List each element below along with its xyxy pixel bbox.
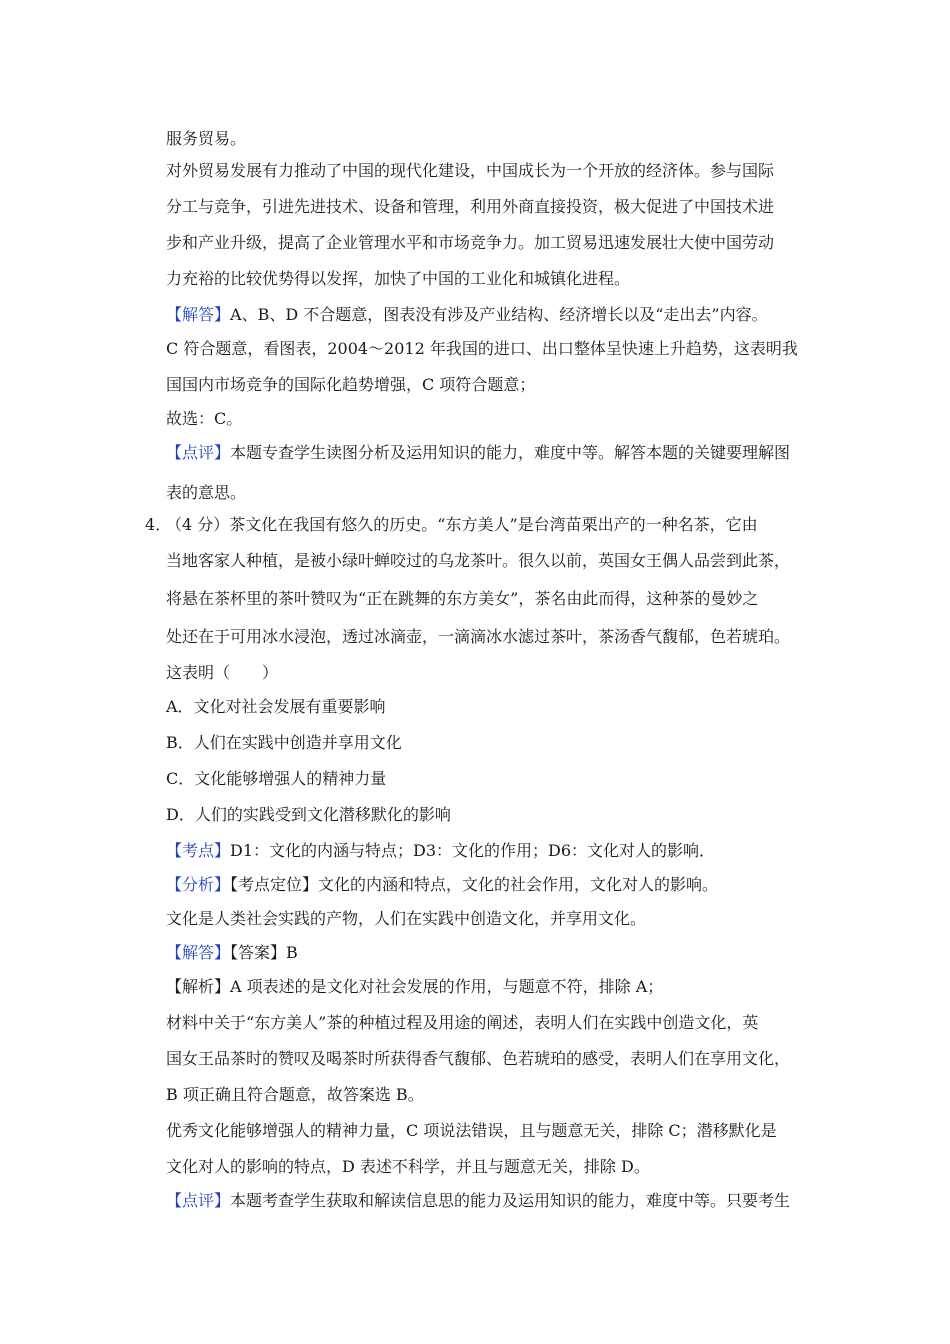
option-a: A．文化对社会发展有重要影响: [166, 697, 386, 716]
fenxi-tag: 【分析】: [166, 875, 231, 894]
jiexi-line: 【解析】A 项表述的是文化对社会发展的作用，与题意不符，排除 A；: [166, 977, 664, 996]
review-line: 表的意思。: [166, 483, 247, 502]
fenxi-line: 文化是人类社会实践的产物，人们在实践中创造文化，并享用文化。: [166, 909, 647, 928]
jiexi-line: B 项正确且符合题意，故答案选 B。: [166, 1085, 424, 1104]
jiexi-line: 文化对人的影响的特点，D 表述不科学，并且与题意无关，排除 D。: [166, 1157, 650, 1176]
question-stem-line: 这表明（ ）: [166, 663, 279, 682]
jiexi-line: 材料中关于“东方美人”茶的种植过程及用途的阐述，表明人们在实践中创造文化，英: [166, 1013, 759, 1032]
jieda-line: [166, 942, 298, 964]
analysis-line: 力充裕的比较优势得以发挥，加快了中国的工业化和城镇化进程。: [166, 269, 631, 288]
dianping-text: 本题考查学生获取和解读信息思的能力及运用知识的能力，难度中等。只要考生: [230, 1191, 791, 1210]
jiexi-line: 国女王品茶时的赞叹及喝茶时所获得香气馥郁、色若琥珀的感受，表明人们在享用文化，: [166, 1049, 791, 1068]
kaodian-line: [166, 840, 715, 862]
review-text: 本题专查学生读图分析及运用知识的能力，难度中等。解答本题的关键要理解图: [230, 443, 791, 462]
answer-line: [166, 304, 768, 326]
option-c: C．文化能够增强人的精神力量: [166, 769, 387, 788]
question-number: 4．: [145, 515, 172, 534]
review-tag: 【点评】: [166, 443, 231, 462]
analysis-line: 分工与竞争，引进先进技术、设备和管理，利用外商直接投资，极大促进了中国技术进: [166, 197, 775, 216]
jieda-answer: 【答案】B: [230, 943, 298, 962]
answer-line: 故选：C。: [166, 409, 243, 428]
answer-line: C 符合题意，看图表，2004～2012 年我国的进口、出口整体呈快速上升趋势，这表明我: [166, 339, 798, 358]
kaodian-text: D1：文化的内涵与特点；D3：文化的作用；D6：文化对人的影响．: [230, 841, 716, 860]
analysis-line: 对外贸易发展有力推动了中国的现代化建设，中国成长为一个开放的经济体。参与国际: [166, 161, 775, 180]
question-stem-line: 当地客家人种植，是被小绿叶蝉咬过的乌龙茶叶。很久以前，英国女王偶人品尝到此茶，: [166, 551, 791, 570]
answer-tag: 【解答】: [166, 305, 231, 324]
analysis-line: 步和产业升级，提高了企业管理水平和市场竞争力。加工贸易迅速发展壮大使中国劳动: [166, 233, 775, 252]
question-stem-line: （4 分）茶文化在我国有悠久的历史。“东方美人”是台湾苗栗出产的一种名茶，它由: [166, 515, 758, 534]
option-d: D．人们的实践受到文化潜移默化的影响: [166, 805, 451, 824]
jiexi-line: 优秀文化能够增强人的精神力量，C 项说法错误，且与题意无关，排除 C；潜移默化是: [166, 1121, 777, 1140]
dianping-tag: 【点评】: [166, 1191, 231, 1210]
fenxi-line: [166, 874, 718, 896]
fenxi-text: 【考点定位】文化的内涵和特点，文化的社会作用，文化对人的影响。: [230, 875, 719, 894]
answer-line: 国国内市场竞争的国际化趋势增强，C 项符合题意；: [166, 375, 536, 394]
kaodian-tag: 【考点】: [166, 841, 231, 860]
option-b: B．人们在实践中创造并享用文化: [166, 733, 402, 752]
question-stem-line: 处还在于可用冰水浸泡，透过冰滴壶，一滴滴冰水滤过茶叶，茶汤香气馥郁，色若琥珀。: [166, 627, 791, 646]
answer-text: A、B、D 不合题意，图表没有涉及产业结构、经济增长以及“走出去”内容。: [230, 305, 768, 324]
jieda-tag: 【解答】: [166, 943, 231, 962]
question-stem-line: 将悬在茶杯里的茶叶赞叹为“正在跳舞的东方美女”，茶名由此而得，这种茶的曼妙之: [166, 589, 759, 608]
analysis-line: 服务贸易。: [166, 129, 247, 148]
dianping-line: [166, 1190, 790, 1212]
review-line: [166, 442, 790, 464]
